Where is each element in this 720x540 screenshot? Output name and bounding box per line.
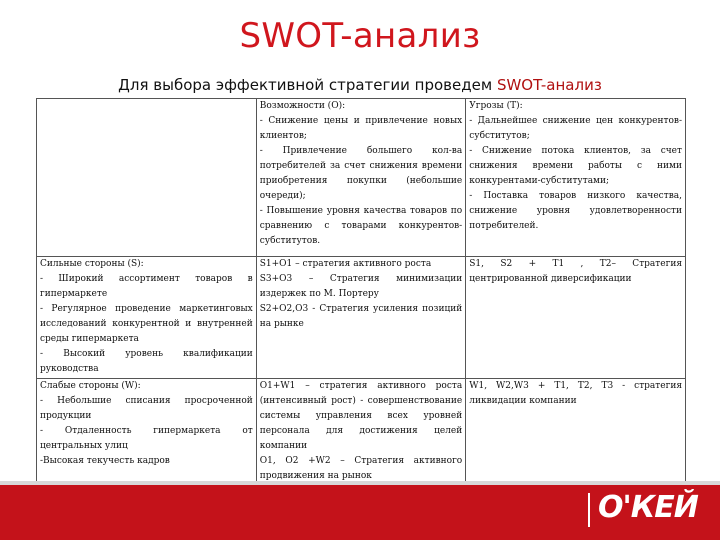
okey-logo: О'КЕЙ bbox=[598, 490, 698, 525]
st-strategy-cell: S1, S2 + T1 , T2– Стратегия центрированной диверсификации bbox=[466, 257, 686, 379]
subtitle-highlight: SWOT-анализ bbox=[496, 76, 602, 94]
table-row bbox=[37, 99, 686, 257]
strengths-cell: Сильные стороны (S): - Широкий ассортимент товаров в гипермаркете - Регулярное проведение маркетинговых исследований конкурентной и внутренней среды гипермаркета - Высокий уровень квалификации руководства bbox=[37, 257, 257, 379]
weaknesses-cell: Слабые стороны (W): - Небольшие списания просроченной продукции - Отдаленность гипермаркета от центральных улиц -Высокая текучесть кадров bbox=[37, 379, 257, 485]
so-strategy-cell: S1+O1 – стратегия активного роста S3+O3 – Стратегия минимизации издержек по М. Портеру S2+O2,O3 - Стратегия усиления позиций на рынке bbox=[256, 257, 465, 379]
wt-strategy-cell: W1, W2,W3 + T1, T2, T3 - стратегия ликвидации компании bbox=[466, 379, 686, 485]
threats-cell: Угрозы (Т): - Дальнейшее снижение цен конкурентов-субститутов; - Снижение потока клиентов, за счет снижения времени работы с ними конкурентами-субститутами; - Поставка товаров низкого качества, снижение уровня удовлетворенности потребителей. bbox=[466, 99, 686, 257]
swot-table bbox=[36, 98, 686, 485]
page-subtitle bbox=[0, 76, 720, 94]
page-title: SWOT-анализ bbox=[239, 16, 481, 56]
subtitle-text: Для выбора эффективной стратегии проведем bbox=[118, 76, 497, 94]
empty-corner-cell bbox=[37, 99, 257, 257]
wo-strategy-cell: O1+W1 – стратегия активного роста (интенсивный рост) - совершенствование системы управления всех уровней персонала для достижения целей компании O1, O2 +W2 – Стратегия активного продвижения на рынок bbox=[256, 379, 465, 485]
opportunities-cell: Возможности (О): - Снижение цены и привлечение новых клиентов; - Привлечение большего кол-ва потребителей за счет снижения времени приобретения покупки (небольшие очереди); - Повышение уровня качества товаров по сравнению с товарами конкурентов-субститутов. bbox=[256, 99, 465, 257]
table-row bbox=[37, 257, 686, 379]
table-row bbox=[37, 379, 686, 485]
logo-divider bbox=[588, 493, 590, 527]
